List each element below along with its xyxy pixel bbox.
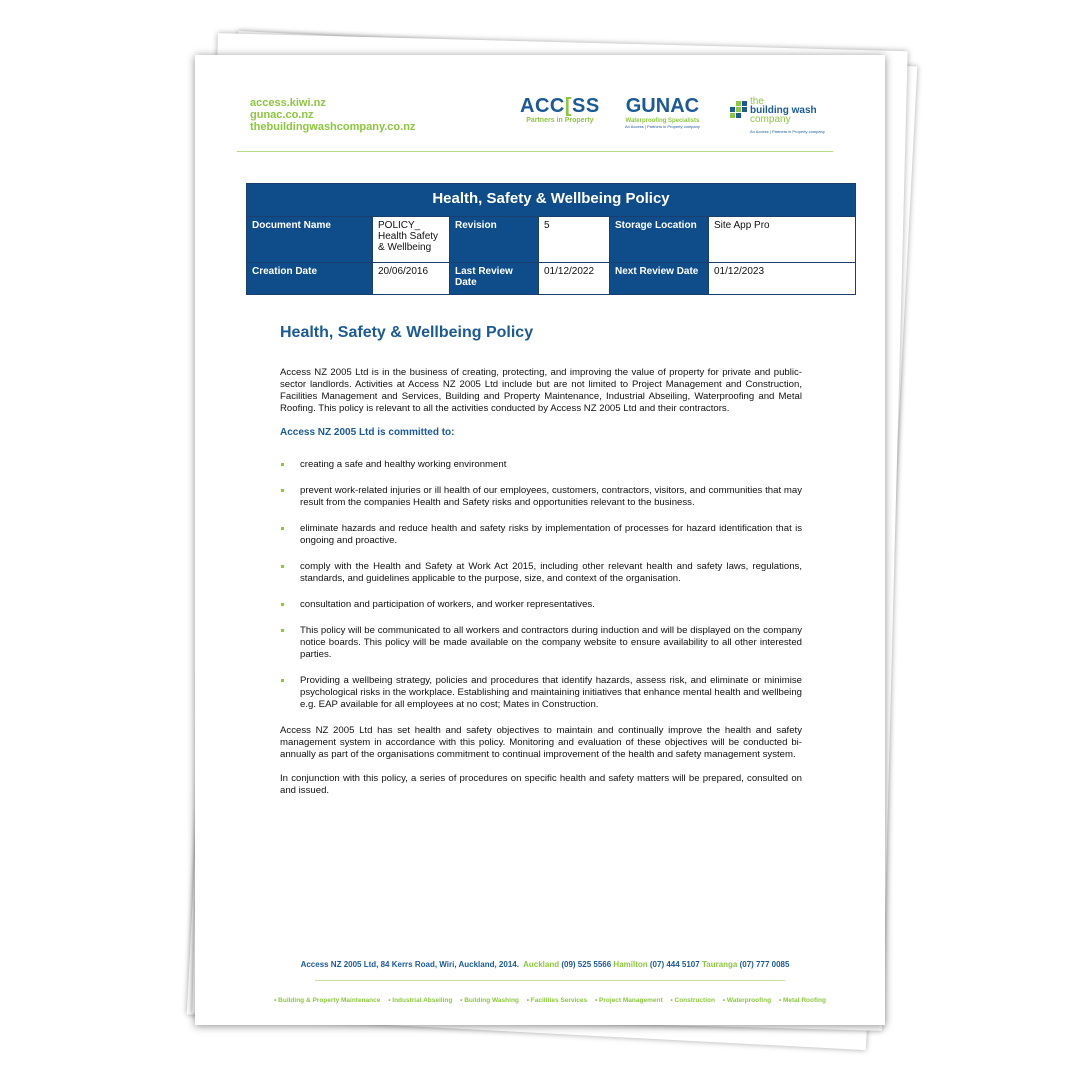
bullet-icon bbox=[281, 565, 284, 568]
revision-value: 5 bbox=[539, 217, 610, 263]
link-access[interactable]: access.kiwi.nz bbox=[250, 97, 326, 109]
bullet-icon bbox=[281, 629, 284, 632]
grid-icon bbox=[730, 101, 748, 121]
bullet-icon bbox=[281, 489, 284, 492]
list-item: creating a safe and healthy working environment bbox=[280, 459, 802, 471]
document-name-value: POLICY_ Health Safety & Wellbeing bbox=[373, 217, 450, 263]
conjunction-paragraph: In conjunction with this policy, a series of procedures on specific health and safety matters will be prepared, consulted on and issued. bbox=[280, 773, 802, 796]
revision-label: Revision bbox=[450, 217, 539, 263]
list-item: consultation and participation of workers, and worker representatives. bbox=[280, 599, 802, 611]
bullet-icon bbox=[281, 527, 284, 530]
creation-date-value: 20/06/2016 bbox=[373, 263, 450, 295]
next-review-value: 01/12/2023 bbox=[709, 263, 856, 295]
header-links bbox=[250, 97, 415, 133]
list-item: prevent work-related injuries or ill health of our employees, customers, contractors, visitors, and communities that may result from the companies Health and Safety risks and opportunities relevant to the business. bbox=[280, 485, 802, 509]
bullet-icon bbox=[281, 463, 284, 466]
access-logo: ACC[SS Partners in Property bbox=[520, 95, 600, 124]
bullet-icon bbox=[281, 603, 284, 606]
document-name-label: Document Name bbox=[247, 217, 373, 263]
storage-location-value: Site App Pro bbox=[709, 217, 856, 263]
storage-location-label: Storage Location bbox=[610, 217, 709, 263]
table-title: Health, Safety & Wellbeing Policy bbox=[247, 184, 856, 217]
intro-paragraph: Access NZ 2005 Ltd is in the business of creating, protecting, and improving the value of property for private and public-sector landlords. Activities at Access NZ 2005 Ltd include but are not limited to Project Management and Construction, Facilities Management and Services, Building and Property Maintenance, Industrial Abseiling, Waterproofing and Metal Roofing. This policy is relevant to all the activities conducted by Access NZ 2005 Ltd and their contractors. bbox=[280, 367, 802, 414]
footer-divider bbox=[315, 980, 785, 981]
policy-body bbox=[280, 324, 802, 809]
policy-page bbox=[195, 55, 885, 1025]
committed-heading: Access NZ 2005 Ltd is committed to: bbox=[280, 427, 455, 438]
document-control-table bbox=[246, 183, 856, 295]
objectives-paragraph: Access NZ 2005 Ltd has set health and safety objectives to maintain and continually improve the health and safety management system in accordance with this policy. Monitoring and evaluation of these objectives will be conducted bi-annually as part of the organisations commitment to continual improvement of the health and safety management system. bbox=[280, 725, 802, 760]
list-item: Providing a wellbeing strategy, policies and procedures that identify hazards, assess risk, and eliminate or minimise psychological risks in the workplace. Establishing and maintaining initiatives that enhance mental health and wellbeing e.g. EAP available for all employees at no cost; Mates in Construction. bbox=[280, 675, 802, 711]
creation-date-label: Creation Date bbox=[247, 263, 373, 295]
link-gunac[interactable]: gunac.co.nz bbox=[250, 109, 314, 121]
header-divider bbox=[237, 151, 833, 152]
commitment-list bbox=[280, 459, 802, 711]
list-item: comply with the Health and Safety at Work Act 2015, including other relevant health and safety laws, regulations, standards, and guidelines applicable to the purpose, size, and context of the organisation. bbox=[280, 561, 802, 585]
building-wash-logo: the building wash company An Access | Partners in Property company bbox=[730, 97, 850, 137]
gunac-logo: GUNAC Waterproofing Specialists An Access | Partners in Property company bbox=[625, 95, 700, 129]
link-bwc[interactable]: thebuildingwashcompany.co.nz bbox=[250, 121, 416, 133]
last-review-label: Last Review Date bbox=[450, 263, 539, 295]
bullet-icon bbox=[281, 679, 284, 682]
policy-heading: Health, Safety & Wellbeing Policy bbox=[280, 324, 534, 341]
footer-address: Access NZ 2005 Ltd, 84 Kerrs Road, Wiri, Auckland, 2014. Auckland (09) 525 5566 Hamilton (07) 444 5107 Tauranga (07) 777 0085 bbox=[300, 960, 790, 969]
last-review-value: 01/12/2022 bbox=[539, 263, 610, 295]
logo-strip bbox=[515, 95, 845, 143]
list-item: This policy will be communicated to all workers and contractors during induction and will be displayed on the company notice boards. This policy will be made available on the company website to ensure availability to all other interested parties. bbox=[280, 625, 802, 661]
footer-services: • Building & Property Maintenance • Industrial Abseiling • Building Washing • Facilities Services • Project Management • Construction • Waterproofing • Metal Roofing bbox=[274, 997, 826, 1004]
next-review-label: Next Review Date bbox=[610, 263, 709, 295]
list-item: eliminate hazards and reduce health and safety risks by implementation of processes for hazard identification that is ongoing and proactive. bbox=[280, 523, 802, 547]
